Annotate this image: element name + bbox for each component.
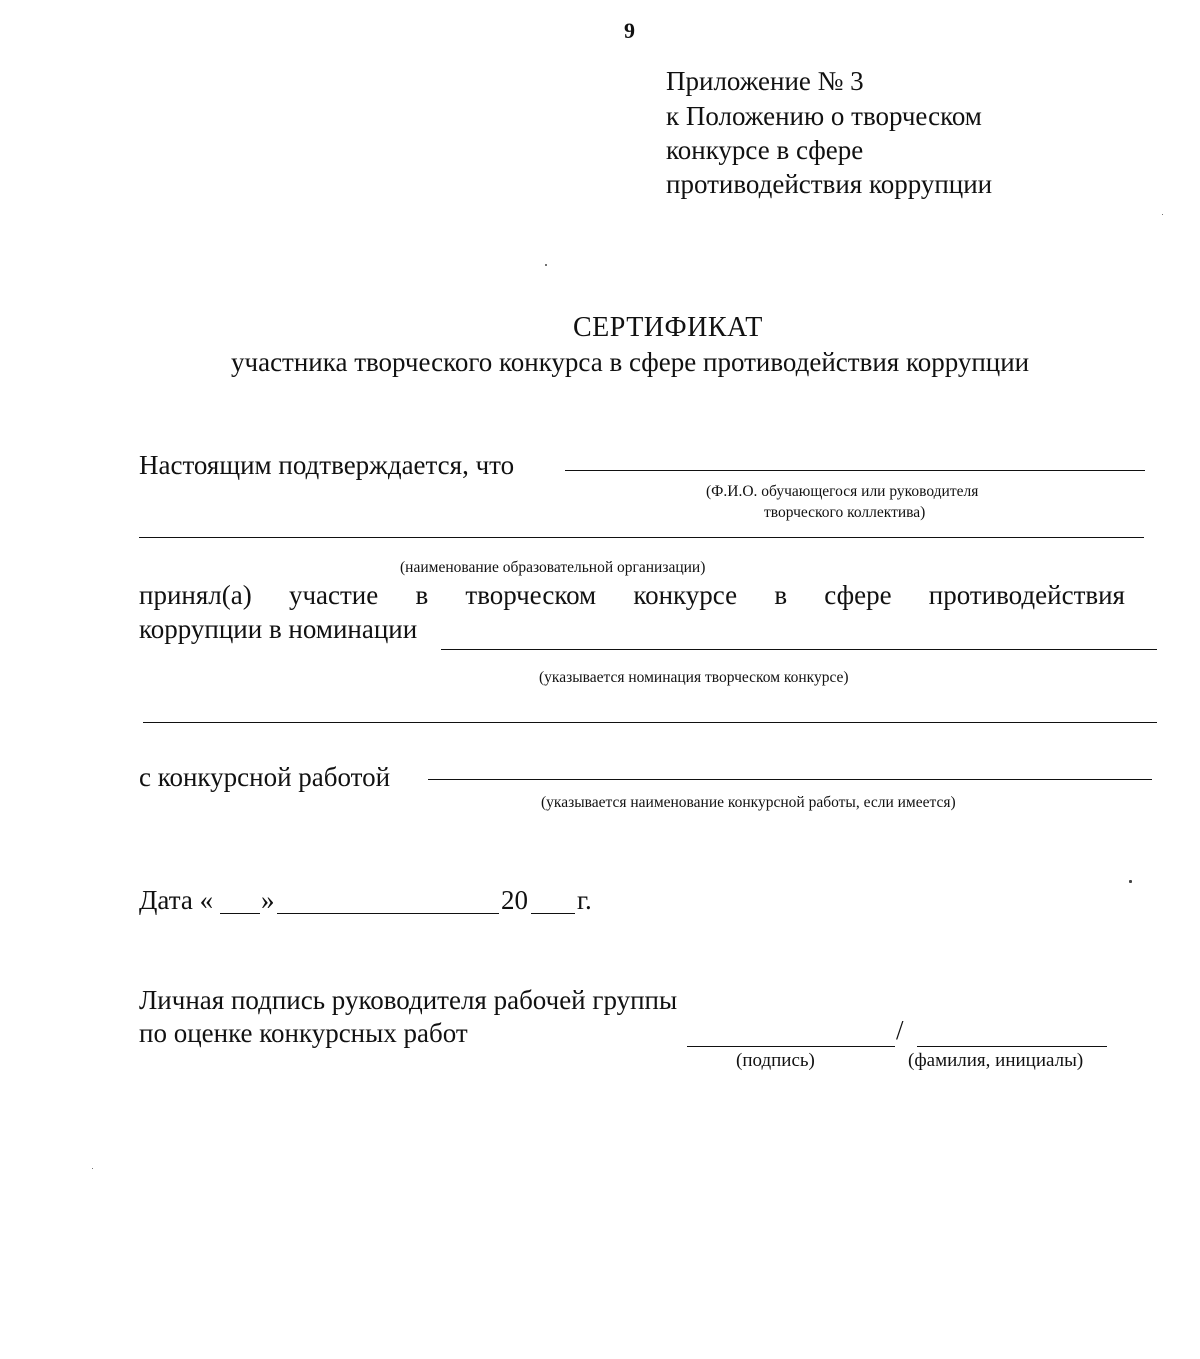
date-month-underline bbox=[277, 913, 499, 914]
date-quote-close: » bbox=[261, 885, 275, 915]
signature-label-line-1: Личная подпись руководителя рабочей группы bbox=[139, 985, 678, 1015]
participation-word: сфере bbox=[824, 580, 892, 610]
participation-word: в bbox=[774, 580, 788, 610]
work-underline bbox=[428, 779, 1152, 780]
signature-hint: (подпись) bbox=[736, 1050, 815, 1071]
appendix-line-3: конкурсе в сфере bbox=[666, 135, 864, 165]
organization-underline bbox=[139, 537, 1144, 538]
scan-speck bbox=[1129, 880, 1132, 883]
fio-underline bbox=[565, 470, 1145, 471]
participation-word: творческом bbox=[465, 580, 597, 610]
date-year-underline bbox=[531, 913, 575, 914]
work-label: с конкурсной работой bbox=[139, 762, 391, 792]
scan-speck bbox=[92, 1168, 93, 1169]
date-day-underline bbox=[220, 913, 260, 914]
fio-hint-line-2: творческого коллектива) bbox=[764, 504, 926, 521]
participation-line bbox=[139, 578, 1125, 612]
appendix-line-1: Приложение № 3 bbox=[666, 66, 864, 96]
date-suffix: г. bbox=[577, 885, 592, 915]
name-hint: (фамилия, инициалы) bbox=[908, 1050, 1084, 1071]
participation-word: конкурсе bbox=[633, 580, 738, 610]
confirm-text: Настоящим подтверждается, что bbox=[139, 450, 515, 480]
nomination-hint: (указывается номинация творческом конкурсе) bbox=[539, 669, 849, 686]
participation-word: в bbox=[415, 580, 429, 610]
participation-word: участие bbox=[288, 580, 379, 610]
signature-underline bbox=[687, 1046, 895, 1047]
participation-word: принял(а) bbox=[139, 580, 252, 610]
certificate-title: СЕРТИФИКАТ bbox=[573, 312, 763, 343]
signature-label-line-2: по оценке конкурсных работ bbox=[139, 1018, 468, 1048]
nomination-extra-underline bbox=[143, 722, 1157, 723]
appendix-line-4: противодействия коррупции bbox=[666, 169, 993, 199]
scan-speck bbox=[1162, 214, 1163, 215]
name-underline bbox=[917, 1046, 1107, 1047]
nomination-label: коррупции в номинации bbox=[139, 614, 418, 644]
date-prefix: Дата « bbox=[139, 885, 214, 915]
certificate-subtitle: участника творческого конкурса в сфере противодействия коррупции bbox=[231, 347, 1030, 377]
fio-hint-line-1: (Ф.И.О. обучающегося или руководителя bbox=[706, 483, 979, 500]
nomination-underline bbox=[441, 649, 1157, 650]
page-number: 9 bbox=[624, 18, 635, 43]
date-year-prefix: 20 bbox=[501, 885, 528, 915]
signature-separator: / bbox=[896, 1015, 904, 1045]
participation-word: противодействия bbox=[928, 580, 1125, 610]
organization-hint: (наименование образовательной организации) bbox=[400, 559, 706, 576]
work-hint: (указывается наименование конкурсной работы, если имеется) bbox=[541, 794, 956, 811]
scan-speck bbox=[545, 264, 547, 266]
appendix-line-2: к Положению о творческом bbox=[666, 101, 982, 131]
